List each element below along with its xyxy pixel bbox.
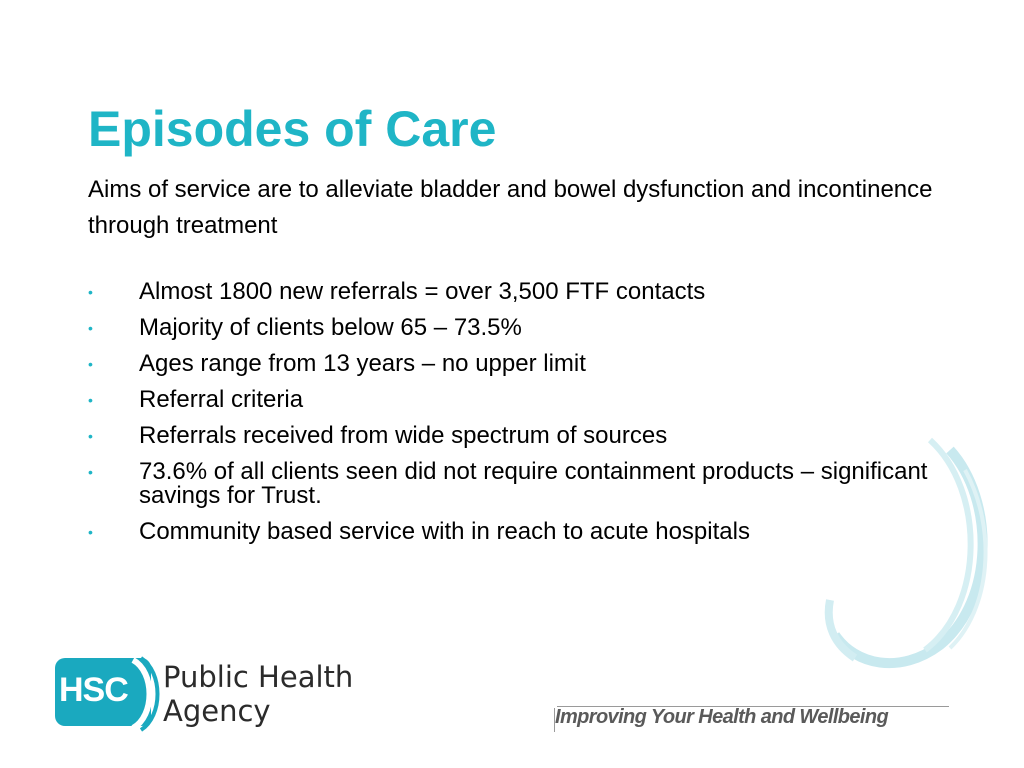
bullet-text: Community based service with in reach to acute hospitals bbox=[139, 518, 750, 545]
bullet-dot-icon: • bbox=[88, 284, 93, 300]
hsc-logo-text: HSC bbox=[59, 671, 128, 709]
subtitle: Aims of service are to alleviate bladder and bowel dysfunction and incontinence through treatment bbox=[88, 176, 933, 239]
bullet-dot-icon: • bbox=[88, 428, 93, 444]
bullet-item bbox=[88, 388, 988, 412]
bullet-text: Ages range from 13 years – no upper limit bbox=[139, 350, 586, 377]
bullet-dot-icon: • bbox=[88, 524, 93, 540]
org-name-line2: Agency bbox=[163, 694, 271, 728]
hsc-public-health-agency-logo bbox=[55, 656, 355, 736]
bullet-item bbox=[88, 316, 988, 340]
bullet-dot-icon: • bbox=[88, 392, 93, 408]
org-name-line1: Public Health bbox=[163, 660, 354, 694]
bullet-text: Referrals received from wide spectrum of sources bbox=[139, 422, 668, 449]
bullet-item bbox=[88, 352, 988, 376]
hsc-arc-icon bbox=[125, 656, 161, 732]
org-name bbox=[163, 660, 353, 728]
tagline: Improving Your Health and Wellbeing bbox=[555, 706, 889, 728]
bullet-text: 73.6% of all clients seen did not require containment products – significant savings for Trust. bbox=[139, 458, 928, 509]
bullet-item bbox=[88, 424, 988, 448]
bullet-item bbox=[88, 520, 988, 544]
bullet-text: Majority of clients below 65 – 73.5% bbox=[139, 314, 522, 341]
bullet-dot-icon: • bbox=[88, 320, 93, 336]
bullet-dot-icon: • bbox=[88, 356, 93, 372]
bullet-text: Almost 1800 new referrals = over 3,500 FTF contacts bbox=[139, 278, 706, 305]
bullet-item bbox=[88, 280, 988, 304]
bullet-item bbox=[88, 460, 988, 508]
bullet-text: Referral criteria bbox=[139, 386, 304, 413]
bullet-list bbox=[88, 280, 988, 556]
bullet-dot-icon: • bbox=[88, 464, 93, 480]
page-title: Episodes of Care bbox=[88, 101, 497, 157]
